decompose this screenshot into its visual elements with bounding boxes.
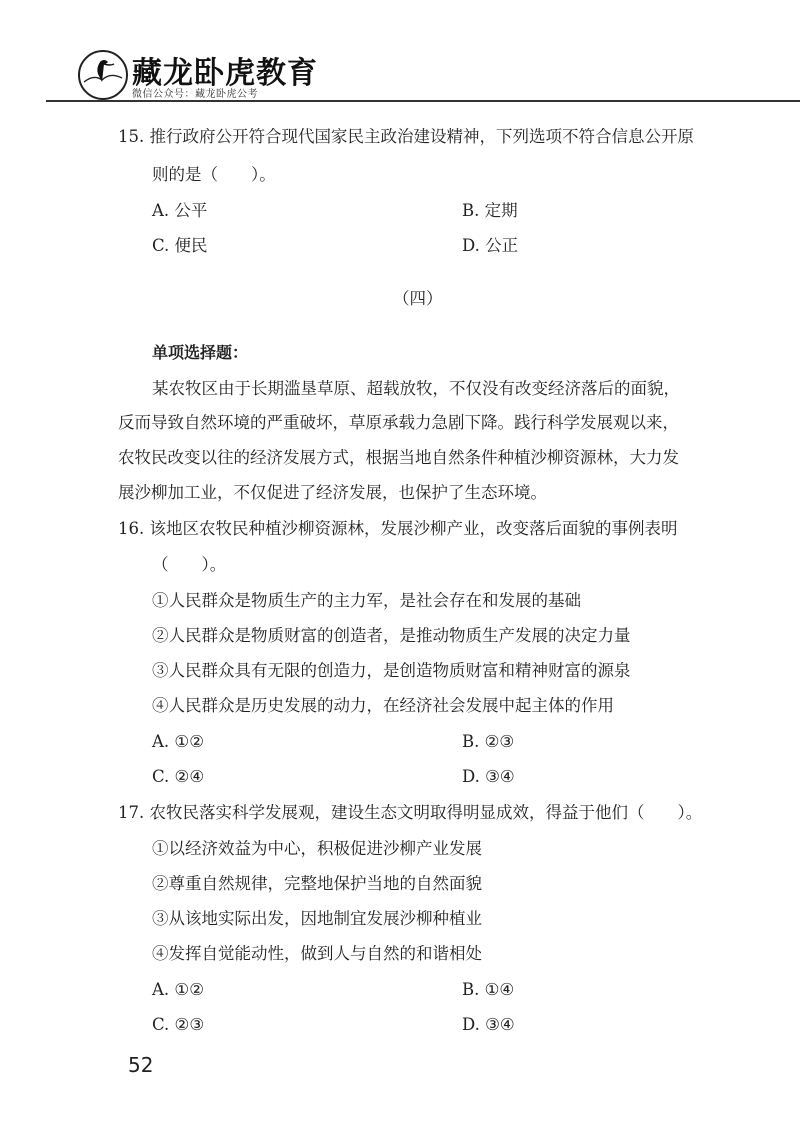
q17-stem: 17. 农牧民落实科学发展观，建设生态文明取得明显成效，得益于他们（ ）。	[118, 803, 703, 822]
q16-option-b: B. ②③	[462, 732, 515, 751]
q15-option-d: D. 公正	[462, 236, 519, 255]
q15-option-a: A. 公平	[152, 201, 208, 220]
q15-stem-line2: 则的是（ ）。	[152, 165, 276, 184]
q16-statement: ②人民群众是物质财富的创造者，是推动物质生产发展的决定力量	[152, 626, 631, 645]
brand-subline: 微信公众号：藏龙卧虎公考	[132, 89, 258, 100]
section-title: （四）	[393, 289, 443, 308]
q16-statement: ③人民群众具有无限的创造力，是创造物质财富和精神财富的源泉	[152, 661, 631, 680]
q16-option-c: C. ②④	[152, 767, 205, 786]
header-divider	[46, 100, 800, 102]
page-header	[70, 40, 800, 98]
q16-stem-line1: 16. 该地区农牧民种植沙柳资源林，发展沙柳产业，改变落后面貌的事例表明	[118, 519, 678, 538]
bird-icon	[80, 52, 126, 98]
q16-option-a: A. ①②	[152, 732, 204, 751]
q17-statement: ①以经济效益为中心，积极促进沙柳产业发展	[152, 839, 482, 858]
q17-option-d: D. ③④	[462, 1015, 515, 1034]
passage-line: 展沙柳加工业，不仅促进了经济发展，也保护了生态环境。	[118, 483, 547, 502]
q17-option-a: A. ①②	[152, 980, 204, 999]
passage-line: 某农牧区由于长期滥垦草原、超载放牧，不仅没有改变经济落后的面貌，	[152, 379, 680, 398]
q16-stem-line2: （ ）。	[152, 555, 227, 574]
q16-statement: ④人民群众是历史发展的动力，在经济社会发展中起主体的作用	[152, 696, 614, 715]
brand-logo	[78, 50, 128, 100]
q17-statement: ②尊重自然规律，完整地保护当地的自然面貌	[152, 874, 482, 893]
q15-stem-line1: 15. 推行政府公开符合现代国家民主政治建设精神，下列选项不符合信息公开原	[118, 127, 694, 146]
q16-statement: ①人民群众是物质生产的主力军，是社会存在和发展的基础	[152, 591, 581, 610]
q17-option-b: B. ①④	[462, 980, 515, 999]
q17-option-c: C. ②③	[152, 1015, 205, 1034]
q15-option-c: C. 便民	[152, 236, 208, 255]
q17-statement: ④发挥自觉能动性，做到人与自然的和谐相处	[152, 944, 482, 963]
question-type-label: 单项选择题：	[152, 343, 249, 362]
passage-line: 反而导致自然环境的严重破坏，草原承载力急剧下降。践行科学发展观以来，	[118, 413, 679, 432]
q15-option-b: B. 定期	[462, 201, 518, 220]
q17-statement: ③从该地实际出发，因地制宜发展沙柳种植业	[152, 909, 482, 928]
q16-option-d: D. ③④	[462, 767, 515, 786]
passage-line: 农牧民改变以往的经济发展方式，根据当地自然条件种植沙柳资源林，大力发	[118, 448, 679, 467]
page-number: 52	[128, 1053, 154, 1077]
brand-name: 藏龙卧虎教育	[132, 56, 318, 91]
